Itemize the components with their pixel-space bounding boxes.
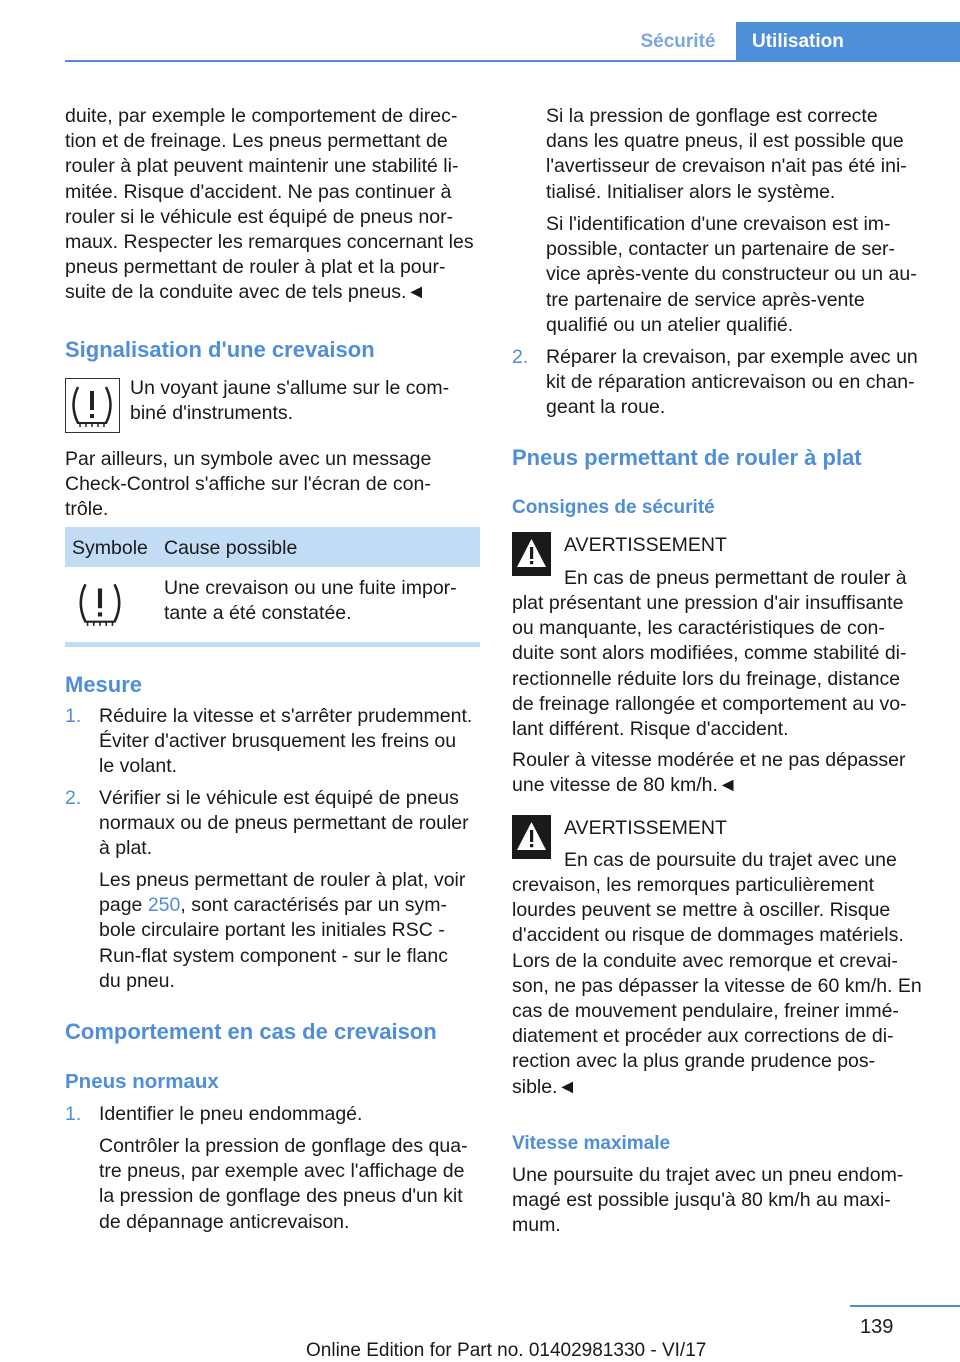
- text-line: rouler à plat peuvent maintenir une stabilité li-: [65, 155, 459, 178]
- text-line: sible.◄: [512, 1075, 577, 1098]
- text-line: Vérifier si le véhicule est équipé de pneus: [99, 787, 459, 809]
- text-line: rectionnelle réduite lors du freinage, distance: [512, 667, 901, 690]
- table-bottom-rule: [65, 642, 480, 647]
- text-span: , sont caractérisés par un sym-: [180, 894, 447, 917]
- normaux-note: [99, 1134, 484, 1235]
- text-line: Rouler à vitesse modérée et ne pas dépasser: [512, 749, 906, 771]
- warning-2-first-line: En cas de poursuite du trajet avec une: [564, 849, 897, 871]
- text-line: Une crevaison ou une fuite impor-: [164, 577, 457, 599]
- mesure-note: [99, 868, 484, 994]
- text-line: plat présentant une pression d'air insuffisante: [512, 592, 904, 614]
- text-line: cas de mouvement pendulaire, freiner immé-: [512, 1000, 899, 1023]
- text-line: Réduire la vitesse et s'arrêter prudemment.: [99, 705, 473, 727]
- signal-paragraph: [65, 447, 485, 523]
- page-number: 139: [860, 1316, 894, 1338]
- text-line: possible, contacter un partenaire de ser-: [546, 238, 896, 261]
- text-line: vice après-vente du constructeur ou un au-: [546, 263, 917, 286]
- text-line: ou manquante, les caractéristiques de con-: [512, 617, 885, 640]
- right-note-2: [546, 212, 941, 338]
- text-line: Lors de la conduite avec remorque et crevai-: [512, 949, 898, 972]
- warning-1-body: [512, 591, 942, 742]
- text-line: geant la roue.: [546, 396, 666, 419]
- text-line: Contrôler la pression de gonflage des qua-: [99, 1135, 468, 1157]
- list-item: [546, 345, 941, 421]
- text-line: magé est possible jusqu'à 80 km/h au maxi-: [512, 1189, 891, 1212]
- text-line: rouler si le véhicule est équipé de pneus nor-: [65, 205, 454, 228]
- text-line: tre partenaire de service après-vente: [546, 288, 865, 311]
- tire-pressure-warning-icon: [73, 576, 127, 630]
- signal-text: [130, 376, 480, 426]
- text-line: le volant.: [99, 755, 178, 778]
- heading-comportement: Comportement en cas de crevaison: [65, 1019, 437, 1044]
- text-line: Si l'identification d'une crevaison est im-: [546, 213, 891, 235]
- text-line: tante a été constatée.: [164, 602, 352, 625]
- text-line: du pneu.: [99, 969, 175, 992]
- warning-triangle-icon: [512, 532, 551, 576]
- vitesse-paragraph: [512, 1163, 942, 1239]
- text-line: à plat.: [99, 837, 153, 860]
- text-line: son, ne pas dépasser la vitesse de 60 km/h. En: [512, 974, 922, 997]
- footer-edition: Online Edition for Part no. 01402981330 - VI/17: [306, 1340, 707, 1361]
- warning-2-title: AVERTISSEMENT: [564, 817, 727, 839]
- list-number: 1.: [65, 705, 82, 727]
- warning-triangle-icon: [512, 815, 551, 859]
- text-line: dans les quatre pneus, il est possible que: [546, 130, 904, 153]
- footer-rule: [850, 1305, 960, 1307]
- intro-paragraph: [65, 104, 485, 306]
- tab-section[interactable]: Sécurité: [640, 31, 716, 52]
- text-line: rection avec la plus grande prudence pos-: [512, 1050, 876, 1073]
- text-line: normaux ou de pneus permettant de rouler: [99, 812, 469, 835]
- text-line: tialisé. Initialiser alors le système.: [546, 180, 836, 203]
- text-line: une vitesse de 80 km/h.◄: [512, 774, 738, 797]
- text-line: biné d'instruments.: [130, 402, 294, 425]
- right-note-1: [546, 104, 941, 205]
- text-line: tre pneus, par exemple avec l'affichage de: [99, 1160, 465, 1183]
- list-number: 1.: [65, 1103, 82, 1125]
- list-item: Identifier le pneu endommagé.: [99, 1103, 363, 1125]
- text-line: mitée. Risque d'accident. Ne pas continuer à: [65, 180, 452, 203]
- text-line: duite sont alors modifiées, comme stabilité di-: [512, 642, 907, 665]
- heading-consignes: Consignes de sécurité: [512, 497, 715, 518]
- text-line: la pression de gonflage des pneus d'un kit: [99, 1185, 463, 1208]
- heading-pneus-normaux: Pneus normaux: [65, 1070, 219, 1093]
- text-span: page: [99, 894, 148, 917]
- text-line: d'accident ou risque de dommages matériels.: [512, 924, 904, 947]
- text-line: mum.: [512, 1214, 561, 1237]
- text-line: trôle.: [65, 498, 109, 521]
- warning-1-first-line: En cas de pneus permettant de rouler à: [564, 567, 907, 589]
- text-line: Par ailleurs, un symbole avec un message: [65, 448, 432, 470]
- text-line: Check-Control s'affiche sur l'écran de con-: [65, 473, 431, 496]
- text-line: Run-flat system component - sur le flanc: [99, 944, 448, 967]
- text-line: Les pneus permettant de rouler à plat, voir: [99, 869, 466, 891]
- table-col-symbole: Symbole: [72, 537, 148, 559]
- text-line: diatement et procéder aux corrections de di-: [512, 1025, 894, 1048]
- text-line: [99, 893, 484, 918]
- warning-1-title: AVERTISSEMENT: [564, 534, 727, 556]
- list-item: [99, 704, 484, 780]
- text-line: Réparer la crevaison, par exemple avec un: [546, 346, 918, 368]
- text-line: l'avertisseur de crevaison n'ait pas été ini-: [546, 155, 907, 178]
- warning-2-body: [512, 873, 942, 1100]
- text-line: Si la pression de gonflage est correcte: [546, 105, 878, 127]
- heading-vitesse: Vitesse maximale: [512, 1133, 671, 1154]
- list-number: 2.: [65, 787, 82, 809]
- text-line: lourdes peuvent se mettre à osciller. Risque: [512, 899, 891, 922]
- table-row-cause: [164, 576, 480, 626]
- heading-pneus-plat: Pneus permettant de rouler à plat: [512, 445, 862, 470]
- text-line: suite de la conduite avec de tels pneus.◄: [65, 281, 426, 304]
- text-line: Éviter d'activer brusquement les freins ou: [99, 730, 457, 753]
- tire-pressure-warning-icon: [65, 378, 120, 433]
- heading-mesure: Mesure: [65, 672, 143, 697]
- text-line: tion et de freinage. Les pneus permettant de: [65, 130, 448, 153]
- text-line: pneus permettant de rouler à plat et la pour-: [65, 256, 446, 279]
- text-line: lant différent. Risque d'accident.: [512, 718, 789, 741]
- heading-signalisation: Signalisation d'une crevaison: [65, 337, 375, 362]
- text-line: bole circulaire portant les initiales RSC -: [99, 919, 445, 942]
- text-line: crevaison, les remorques particulièrement: [512, 874, 874, 896]
- page-link[interactable]: 250: [147, 894, 181, 917]
- tab-chapter[interactable]: Utilisation: [736, 22, 960, 62]
- warning-1-extra: [512, 748, 942, 798]
- text-line: qualifié ou un atelier qualifié.: [546, 313, 794, 336]
- text-line: de dépannage anticrevaison.: [99, 1210, 350, 1233]
- list-number: 2.: [512, 346, 529, 368]
- text-line: Une poursuite du trajet avec un pneu endom-: [512, 1164, 904, 1186]
- table-col-cause: Cause possible: [164, 537, 298, 559]
- text-line: Un voyant jaune s'allume sur le com-: [130, 377, 450, 399]
- text-line: de freinage rallongée et comportement au vo-: [512, 692, 907, 715]
- text-line: maux. Respecter les remarques concernant les: [65, 231, 474, 254]
- text-line: duite, par exemple le comportement de direc-: [65, 105, 458, 127]
- text-line: kit de réparation anticrevaison ou en chan-: [546, 371, 915, 394]
- list-item: [99, 786, 484, 862]
